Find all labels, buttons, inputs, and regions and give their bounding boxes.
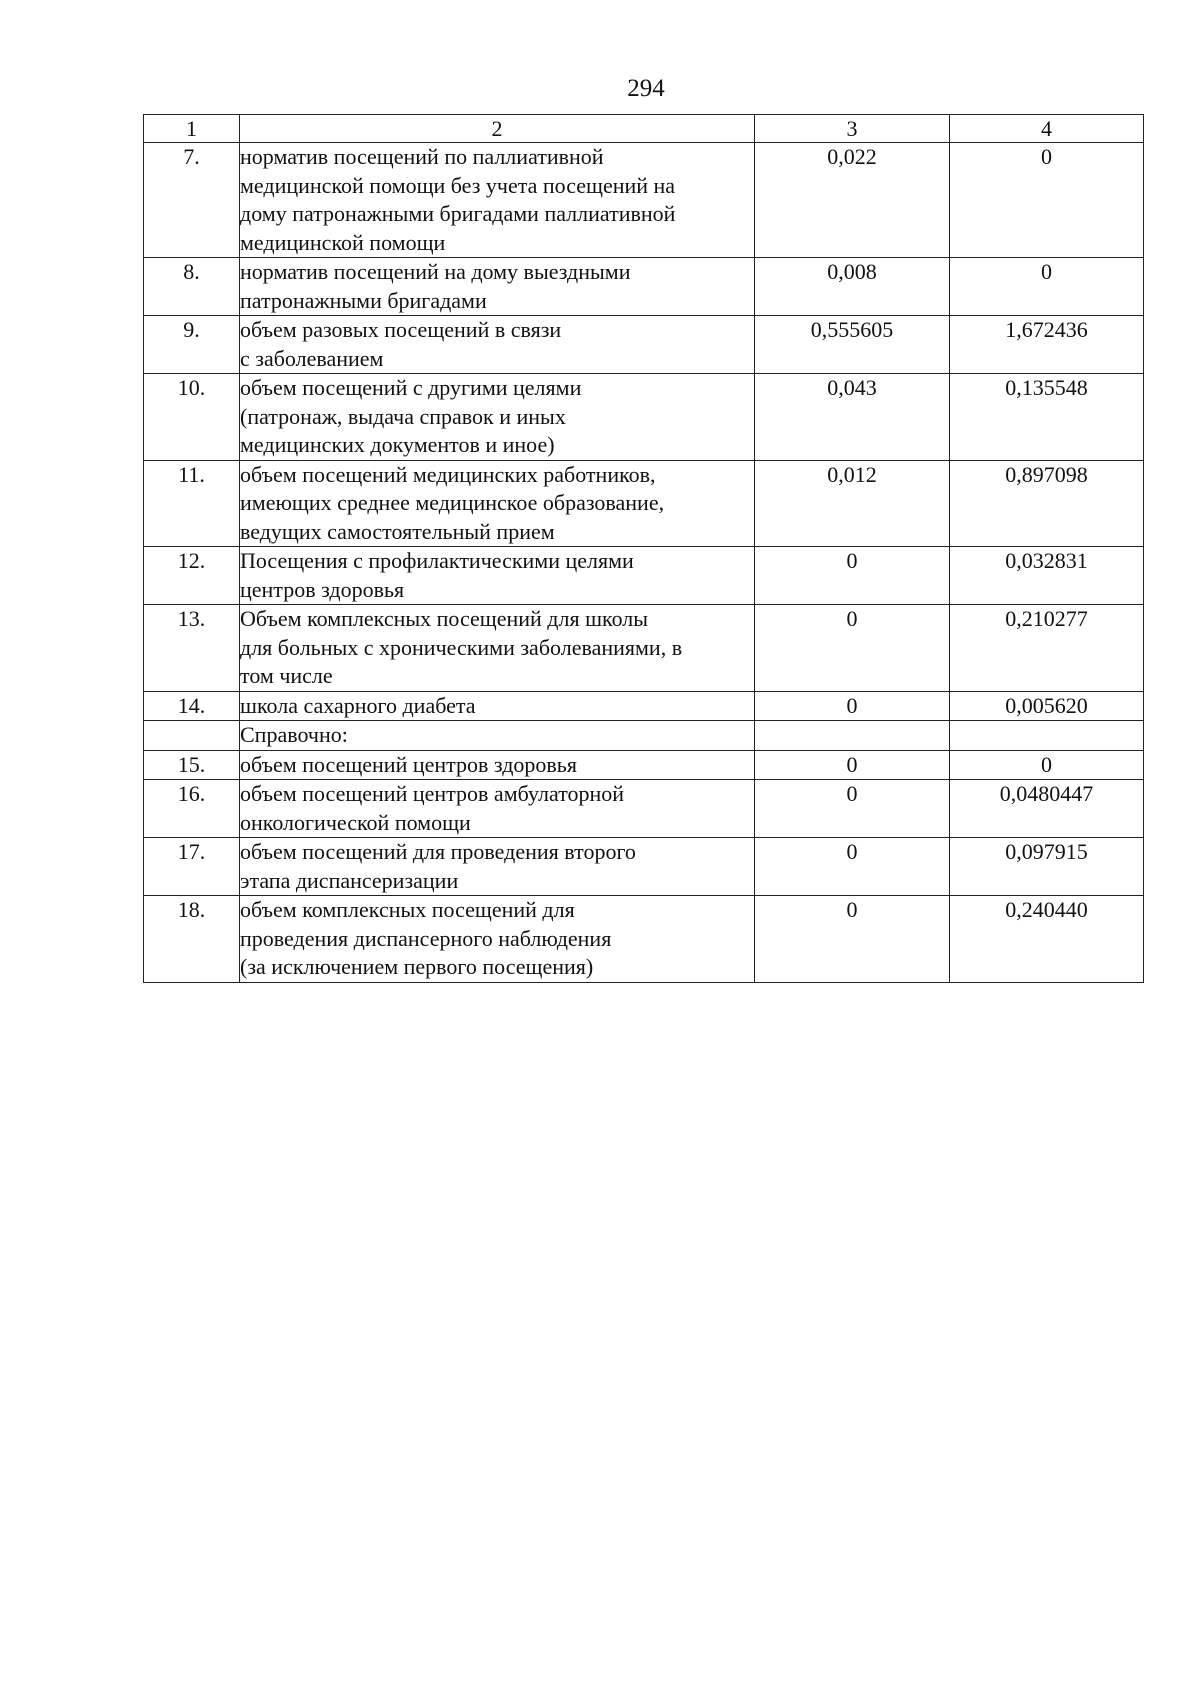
description-line: для больных с хроническими заболеваниями, в — [240, 634, 683, 660]
value-cell-col3: 0,022 — [755, 143, 950, 258]
row-number-cell: 13. — [144, 605, 240, 692]
row-number-cell: 14. — [144, 691, 240, 721]
row-number-cell: 9. — [144, 316, 240, 374]
table-row — [144, 605, 1144, 692]
table-row — [144, 374, 1144, 461]
description-line: медицинских документов и иное) — [240, 432, 555, 457]
description-line: Объем комплексных посещений для школы — [240, 606, 649, 631]
value-cell-col4: 0,210277 — [950, 605, 1144, 692]
description-line: Посещения с профилактическими целями — [240, 548, 634, 573]
description-line: этапа диспансеризации — [240, 867, 459, 893]
table-row — [144, 691, 1144, 721]
value-cell-col4: 0 — [950, 258, 1144, 316]
table-row — [144, 838, 1144, 896]
description-line: объем посещений центров амбулаторной — [240, 781, 625, 806]
header-row — [144, 115, 1144, 143]
value-cell-col3: 0,555605 — [755, 316, 950, 374]
description-line: с заболеванием — [240, 345, 384, 371]
description-line: (за исключением первого посещения) — [240, 954, 594, 979]
value-cell-col3: 0 — [755, 838, 950, 896]
description-line: объем посещений для проведения второго — [240, 839, 636, 864]
description-line: объем комплексных посещений для — [240, 897, 575, 922]
value-cell-col3: 0,043 — [755, 374, 950, 461]
description-cell — [240, 374, 755, 461]
table-row — [144, 547, 1144, 605]
description-line: том числе — [240, 663, 333, 688]
row-number-cell — [144, 721, 240, 751]
description-line: ведущих самостоятельный прием — [240, 518, 555, 544]
header-cell-1: 1 — [144, 115, 240, 143]
value-cell-col3 — [755, 721, 950, 751]
value-cell-col4: 0,005620 — [950, 691, 1144, 721]
value-cell-col4: 1,672436 — [950, 316, 1144, 374]
table-row — [144, 750, 1144, 780]
description-cell — [240, 691, 755, 721]
value-cell-col4: 0,135548 — [950, 374, 1144, 461]
description-line: Справочно: — [240, 722, 348, 747]
description-line: норматив посещений на дому выездными — [240, 259, 631, 284]
value-cell-col3: 0 — [755, 780, 950, 838]
description-cell — [240, 605, 755, 692]
value-cell-col3: 0,008 — [755, 258, 950, 316]
row-number-cell: 11. — [144, 460, 240, 547]
row-number-cell: 12. — [144, 547, 240, 605]
value-cell-col4: 0,032831 — [950, 547, 1144, 605]
description-cell — [240, 316, 755, 374]
description-line: имеющих среднее медицинское образование, — [240, 490, 665, 515]
table-row — [144, 316, 1144, 374]
value-cell-col4: 0,240440 — [950, 896, 1144, 983]
description-cell — [240, 547, 755, 605]
value-cell-col4: 0,0480447 — [950, 780, 1144, 838]
table-row — [144, 258, 1144, 316]
description-line: объем посещений медицинских работников, — [240, 461, 656, 487]
description-cell — [240, 460, 755, 547]
header-cell-3: 3 — [755, 115, 950, 143]
row-number-cell: 15. — [144, 750, 240, 780]
description-cell — [240, 258, 755, 316]
table-row — [144, 780, 1144, 838]
data-table — [143, 114, 1144, 983]
table-row — [144, 460, 1144, 547]
table-header — [144, 115, 1144, 143]
table-body — [144, 143, 1144, 983]
description-cell — [240, 721, 755, 751]
description-line: объем посещений центров здоровья — [240, 751, 577, 777]
description-line: дому патронажными бригадами паллиативной — [240, 201, 676, 226]
row-number-cell: 10. — [144, 374, 240, 461]
table-row — [144, 721, 1144, 751]
row-number-cell: 7. — [144, 143, 240, 258]
value-cell-col4 — [950, 721, 1144, 751]
description-cell — [240, 896, 755, 983]
value-cell-col4: 0,097915 — [950, 838, 1144, 896]
description-line: медицинской помощи — [240, 229, 446, 255]
row-number-cell: 16. — [144, 780, 240, 838]
value-cell-col4: 0 — [950, 143, 1144, 258]
description-cell — [240, 143, 755, 258]
table-row — [144, 143, 1144, 258]
description-line: норматив посещений по паллиативной — [240, 144, 604, 169]
value-cell-col4: 0 — [950, 750, 1144, 780]
row-number-cell: 8. — [144, 258, 240, 316]
description-line: медицинской помощи без учета посещений на — [240, 172, 676, 198]
value-cell-col3: 0 — [755, 605, 950, 692]
table-row — [144, 896, 1144, 983]
description-line: проведения диспансерного наблюдения — [240, 925, 612, 951]
row-number-cell: 18. — [144, 896, 240, 983]
value-cell-col3: 0,012 — [755, 460, 950, 547]
description-line: объем разовых посещений в связи — [240, 317, 562, 342]
value-cell-col3: 0 — [755, 547, 950, 605]
description-line: центров здоровья — [240, 576, 405, 602]
description-cell — [240, 780, 755, 838]
value-cell-col3: 0 — [755, 750, 950, 780]
value-cell-col4: 0,897098 — [950, 460, 1144, 547]
value-cell-col3: 0 — [755, 896, 950, 983]
description-line: школа сахарного диабета — [240, 692, 476, 718]
description-line: онкологической помощи — [240, 809, 471, 835]
description-cell — [240, 750, 755, 780]
value-cell-col3: 0 — [755, 691, 950, 721]
row-number-cell: 17. — [144, 838, 240, 896]
header-cell-4: 4 — [950, 115, 1144, 143]
description-cell — [240, 838, 755, 896]
header-cell-2: 2 — [240, 115, 755, 143]
description-line: патронажными бригадами — [240, 287, 487, 313]
page-number: 294 — [627, 75, 665, 102]
description-line: (патронаж, выдача справок и иных — [240, 403, 566, 429]
description-line: объем посещений с другими целями — [240, 375, 582, 400]
